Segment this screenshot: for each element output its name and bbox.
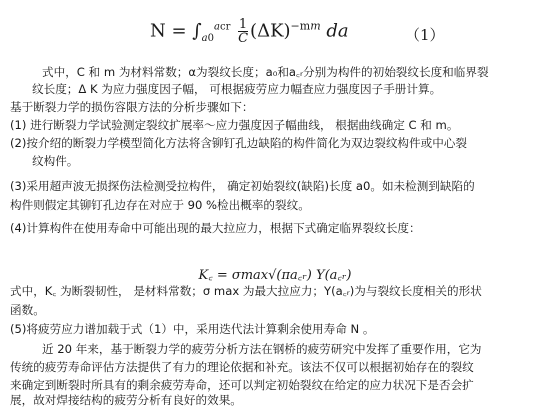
para-line-2: 传统的疲劳寿命评估方法提供了有力的理论依据和补充。该法不仅可以根据初始存在的裂纹 [10, 360, 474, 374]
equation-1 [0, 14, 550, 60]
text-line-kc: 式中，K꜀ 为断裂韧性， 是材料常数；σ max 为最大拉应力；Y(a꜀ᵣ)为与裂纹长度相关的形状 [10, 284, 482, 298]
fraction-denominator: C [238, 31, 249, 46]
step-1: (1) 进行断裂力学试验测定裂纹扩展率～应力强度因子幅曲线， 根据曲线确定 C 和 m。 [10, 118, 459, 132]
upper-limit: a [214, 21, 220, 33]
equation-2: K꜀ = σmax√(πa꜀ᵣ) Y(a꜀ᵣ) [198, 268, 352, 283]
step-3-line-1: (3)采用超声波无损探伤法检测受拉构件， 确定初始裂纹(缺陷)长度 a0。如未检测到缺陷的 [10, 179, 475, 193]
para-line-1: 近 20 年来，基于断裂力学的疲劳分析方法在钢桥的疲劳研究中发挥了重要作用，它为 [42, 342, 482, 356]
para-line-4: 展，故对焊接结构的疲劳分析有良好的效果。 [10, 393, 242, 407]
step-4: (4)计算构件在使用寿命中可能出现的最大拉应力，根据下式确定临界裂纹长度： [10, 221, 421, 235]
differential: da [326, 20, 349, 42]
lower-limit-sub: 0 [207, 33, 214, 45]
text-line-1: 式中，C 和 m 为材料常数；α为裂纹长度；a₀和a꜀ᵣ分别为构件的初始裂纹长度和临界裂 [42, 65, 489, 79]
step-5: (5)将疲劳应力谱加载于式（1）中，采用迭代法计算剩余使用寿命 N 。 [10, 322, 375, 336]
equation-1-number: （1） [405, 26, 445, 44]
lower-limit: a [201, 33, 208, 45]
exponent: −m [290, 19, 311, 33]
text-line-2: 纹长度；Δ K 为应力强度因子幅， 可根据疲劳应力幅查应力强度因子手册计算。 [32, 82, 442, 96]
step-3-line-2: 构件则假定其铆钉孔边存在对应于 90 %检出概率的裂纹。 [10, 198, 310, 212]
step-2-line-1: (2)按介绍的断裂力学模型简化方法将含铆钉孔边缺陷的构件简化为双边裂纹构件或中心裂 [10, 136, 467, 150]
para-line-3: 来确定到断裂时所具有的剩余疲劳寿命，还可以判定初始裂纹在给定的应力状况下是否会扩 [10, 378, 474, 392]
text-line-func: 函数。 [10, 303, 45, 317]
delta-k-term: (ΔK) [250, 20, 291, 42]
step-2-line-2: 纹构件。 [32, 154, 79, 168]
equation-1-formula: $N = \int_{a0}^{acr}$ $\frac{1}{C}$ $(\Delta K)^{-mm}$ da [150, 17, 349, 46]
text-line-3: 基于断裂力学的损伤容限方法的分析步骤如下： [10, 100, 254, 114]
fraction-numerator: 1 [238, 17, 248, 32]
upper-limit-sub: cr [219, 21, 231, 33]
